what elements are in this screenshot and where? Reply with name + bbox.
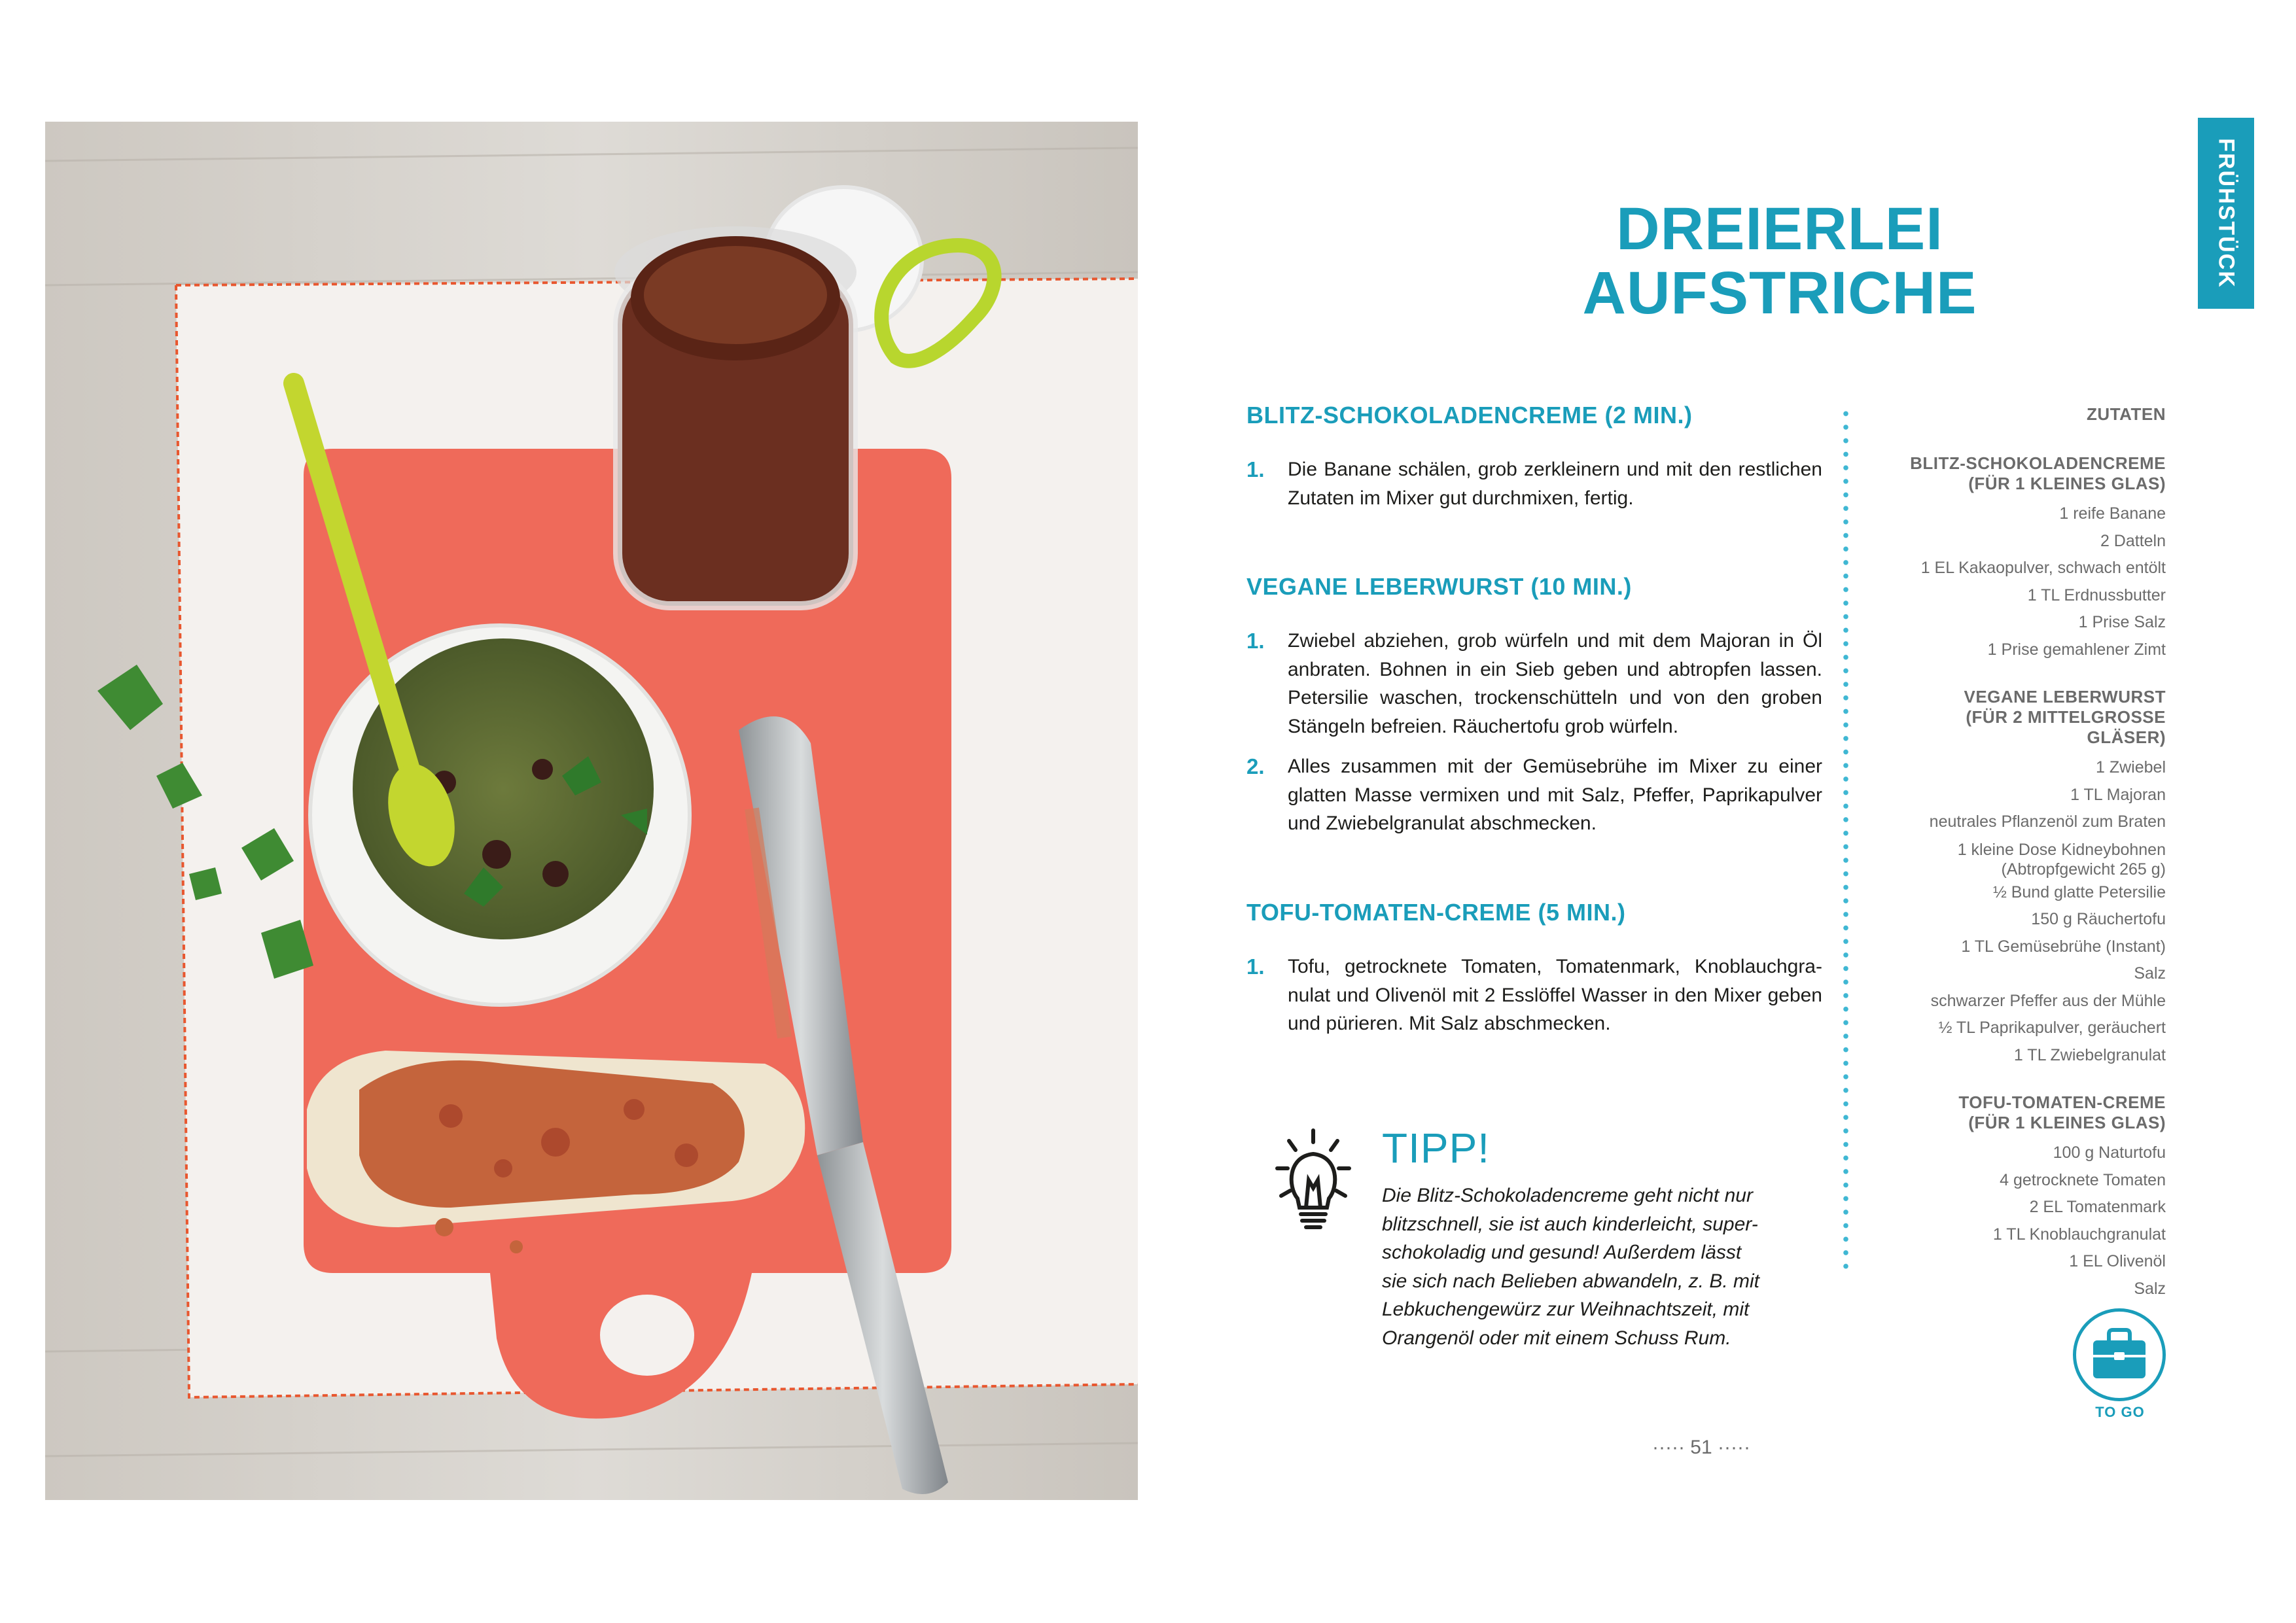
- ingredient-item: 1 TL Majoran: [2070, 785, 2166, 804]
- step-number: 2.: [1246, 754, 1265, 778]
- ingredient-item: 4 getrocknete Tomaten: [2000, 1170, 2166, 1189]
- ingredient-item: ½ TL Paprikapulver, geräuchert: [1938, 1019, 2166, 1037]
- ingredient-item: Salz: [2134, 1279, 2166, 1298]
- tipp-heading: TIPP!: [1382, 1125, 1491, 1172]
- ingredient-group-title: TOFU-TOMATEN-CREME: [1958, 1092, 2166, 1112]
- ingredient-item: neutrales Pflanzenöl zum Braten: [1929, 812, 2166, 831]
- ingredient-group-subtitle: (FÜR 1 KLEINES GLAS): [1968, 1113, 2166, 1132]
- recipe-heading-schokocreme: BLITZ-SCHOKOLADENCREME (2 MIN.): [1246, 402, 1693, 428]
- step-number: 1.: [1246, 629, 1265, 653]
- to-go-badge: [2073, 1308, 2166, 1401]
- ingredient-item: 1 kleine Dose Kidneybohnen: [1957, 840, 2166, 859]
- ingredient-item: 150 g Räuchertofu: [2031, 910, 2166, 928]
- tipp-line: blitzschnell, sie ist auch kinderleicht, super-: [1382, 1213, 1758, 1235]
- section-tab-label: FRÜHSTÜCK: [2214, 138, 2239, 288]
- tipp-line: Lebkuchengewürz zur Weihnachtszeit, mit: [1382, 1299, 1750, 1320]
- ingredient-item: ½ Bund glatte Petersilie: [1992, 882, 2166, 901]
- ingredient-item: 1 EL Kakaopulver, schwach entölt: [1920, 559, 2166, 577]
- ingredient-item: schwarzer Pfeffer aus der Mühle: [1930, 991, 2166, 1010]
- ingredient-item: 1 Prise Salz: [2078, 613, 2166, 631]
- ingredients-heading: ZUTATEN: [2087, 404, 2166, 424]
- step-text: Zwiebel abziehen, grob würfeln und mit dem Majoran in Öl anbraten. Bohnen in ein Sieb geben und abtropfen lassen. Petersilie waschen, trockenschütteln und von den groben Stängeln befreien. Räuchertofu grob würfeln.: [1288, 630, 1822, 737]
- page-number: ····· 51 ·····: [1652, 1437, 1750, 1458]
- ingredient-item: 1 Zwiebel: [2096, 758, 2166, 777]
- dotted-divider: [1843, 407, 1848, 1277]
- recipe-step: [1246, 752, 1822, 840]
- ingredient-item: 2 Datteln: [2100, 531, 2166, 550]
- ingredient-item: Salz: [2134, 964, 2166, 983]
- step-number: 1.: [1246, 457, 1265, 481]
- ingredient-item: (Abtropfgewicht 265 g): [2001, 860, 2166, 879]
- ingredient-item: 1 TL Zwiebelgranulat: [2013, 1045, 2166, 1064]
- recipe-heading-leberwurst: VEGANE LEBERWURST (10 MIN.): [1246, 573, 1632, 600]
- ingredient-item: 1 EL Olivenöl: [2069, 1252, 2166, 1270]
- tipp-line: schokoladig und gesund! Außerdem lässt: [1382, 1242, 1742, 1263]
- recipe-heading-tofucreme: TOFU-TOMATEN-CREME (5 MIN.): [1246, 899, 1626, 926]
- tipp-text: [1382, 1181, 1788, 1352]
- ingredient-group-title: VEGANE LEBERWURST: [1964, 687, 2166, 707]
- recipe-step: [1246, 952, 1822, 1040]
- tipp-line: sie sich nach Belieben abwandeln, z. B. mit: [1382, 1270, 1759, 1292]
- ingredient-item: 1 Prise gemahlener Zimt: [1987, 640, 2166, 659]
- ingredient-item: 1 TL Knoblauchgranulat: [1992, 1225, 2166, 1244]
- recipe-step: [1246, 455, 1822, 514]
- tipp-line: Die Blitz-Schokoladencreme geht nicht nur: [1382, 1185, 1753, 1206]
- ingredient-item: 1 TL Erdnussbutter: [2027, 585, 2166, 604]
- ingredient-item: 2 EL Tomatenmark: [2029, 1198, 2166, 1216]
- ingredient-group-title: BLITZ-SCHOKOLADENCREME: [1910, 453, 2166, 473]
- lightbulb-icon: [1275, 1128, 1352, 1232]
- page-title-line-1: DREIERLEI: [1616, 196, 1943, 262]
- ingredient-group-subtitle: (FÜR 1 KLEINES GLAS): [1968, 474, 2166, 493]
- ingredient-item: 1 reife Banane: [2059, 504, 2166, 523]
- recipe-step: [1246, 627, 1822, 742]
- recipe-photo: [45, 122, 1138, 1500]
- ingredients-column: [1884, 404, 2166, 1302]
- ingredient-item: 100 g Naturtofu: [2053, 1143, 2166, 1162]
- briefcase-icon: [2076, 1312, 2163, 1398]
- to-go-label: TO GO: [2095, 1404, 2145, 1420]
- ingredient-item: 1 TL Gemüsebrühe (Instant): [1961, 937, 2166, 956]
- step-text: Die Banane schälen, grob zerkleinern und mit den restlichen Zutaten im Mixer gut durchmixen, fertig.: [1288, 459, 1822, 509]
- section-tab-fruehstueck[interactable]: [2198, 118, 2254, 309]
- page-title-line-2: AUFSTRICHE: [1582, 260, 1977, 326]
- step-text: Tofu, getrocknete Tomaten, Tomatenmark, Knoblauchgranulat und Olivenöl mit 2 Esslöffel Wasser in den Mixer geben und pürieren. Mit Salz abschmecken.: [1288, 956, 1822, 1034]
- step-number: 1.: [1246, 954, 1265, 979]
- tipp-line: Orangenöl oder mit einem Schuss Rum.: [1382, 1327, 1731, 1349]
- ingredient-group-subtitle: (FÜR 2 MITTELGROSSE GLÄSER): [1966, 707, 2166, 747]
- step-text: Alles zusammen mit der Gemüsebrühe im Mixer zu einer glatten Masse vermixen und mit Salz, Pfeffer, Paprikapulver und Zwiebelgranulat abschmecken.: [1288, 756, 1822, 834]
